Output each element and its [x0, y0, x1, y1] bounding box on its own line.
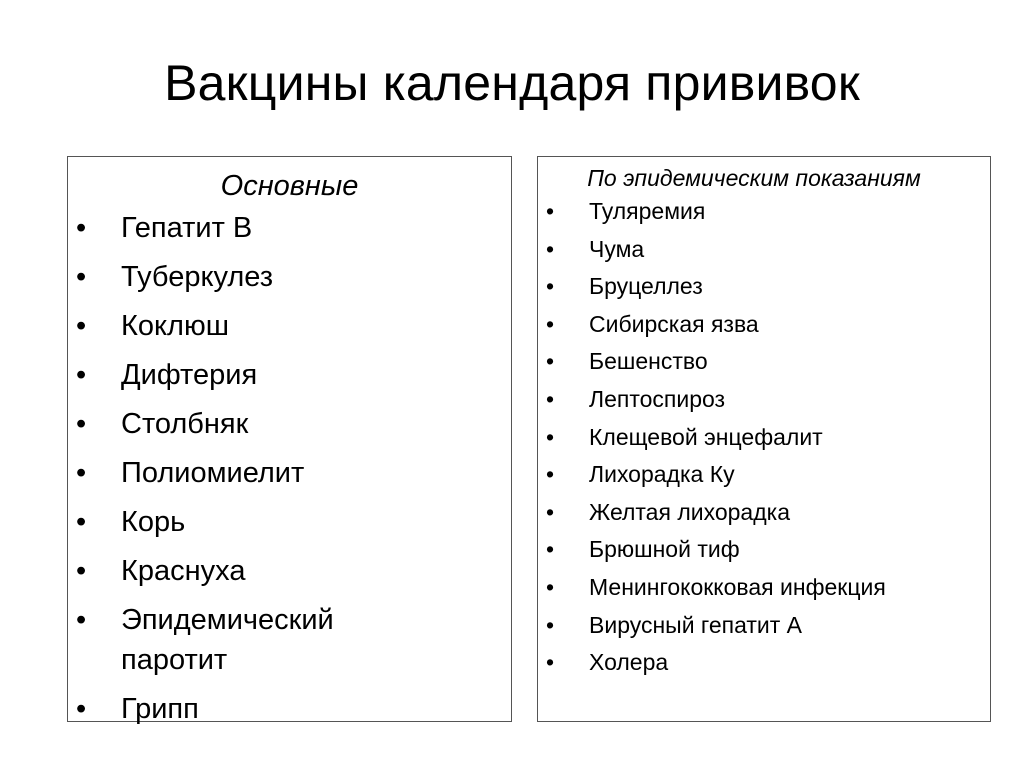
bullet-icon: •: [546, 461, 555, 488]
list-item: [538, 196, 990, 226]
list-item: [538, 234, 990, 264]
bullet-icon: •: [546, 198, 555, 224]
list-item: [68, 404, 511, 444]
bullet-icon: •: [76, 310, 87, 342]
list-item: [68, 257, 511, 297]
list-item-label: Коклюш: [121, 310, 229, 342]
list-item: [68, 453, 511, 493]
bullet-icon: •: [76, 408, 87, 440]
list-item: [68, 502, 511, 542]
list-item-label: Столбняк: [121, 408, 249, 440]
bullet-icon: •: [546, 385, 555, 412]
list-item-label: Дифтерия: [121, 359, 258, 391]
list-item-label: Гепатит В: [121, 212, 253, 244]
bullet-icon: •: [76, 555, 87, 587]
bullet-icon: •: [546, 310, 555, 337]
bullet-icon: •: [76, 359, 87, 391]
list-item: [68, 551, 511, 591]
bullet-icon: •: [546, 498, 555, 525]
bullet-icon: •: [76, 604, 87, 636]
list-item-label: Бруцеллез: [589, 273, 703, 300]
list-item-label: Желтая лихорадка: [589, 498, 790, 525]
list-item: [538, 384, 990, 414]
bullet-icon: •: [76, 693, 87, 725]
bullet-icon: •: [546, 423, 555, 450]
bullet-icon: •: [546, 273, 555, 300]
list-item-label: Туляремия: [589, 198, 706, 224]
bullet-icon: •: [76, 506, 87, 538]
list-item: [538, 647, 990, 677]
epidemic-vaccines-box: [537, 156, 991, 722]
list-item-label: Клещевой энцефалит: [589, 423, 823, 450]
main-vaccines-heading: Основные: [220, 170, 359, 202]
list-item: [538, 572, 990, 602]
list-item-label: Чума: [589, 235, 645, 262]
list-item: [68, 355, 511, 395]
list-item-label: Корь: [121, 506, 186, 538]
list-item: [68, 306, 511, 346]
list-item-label: Сибирская язва: [589, 310, 759, 337]
list-item: [538, 309, 990, 339]
bullet-icon: •: [546, 573, 555, 600]
list-item: [68, 689, 511, 729]
list-item-label: Полиомиелит: [121, 457, 305, 489]
list-item-label: Грипп: [121, 693, 199, 725]
bullet-icon: •: [546, 536, 555, 563]
bullet-icon: •: [546, 611, 555, 638]
list-item-label: Эпидемический паротит: [121, 604, 334, 676]
bullet-icon: •: [76, 457, 87, 489]
list-item-label: Краснуха: [121, 555, 246, 587]
epidemic-vaccines-list: [538, 196, 990, 677]
main-vaccines-box: [67, 156, 512, 725]
list-item-label: Лептоспироз: [589, 385, 726, 412]
list-item-label: Холера: [589, 649, 669, 676]
list-item-label: Бешенство: [589, 348, 708, 375]
list-item-label: Лихорадка Ку: [589, 461, 735, 488]
main-vaccines-list: [68, 208, 511, 729]
list-item: [538, 497, 990, 527]
list-item: [538, 534, 990, 564]
epidemic-vaccines-heading: По эпидемическим показаниям: [587, 165, 921, 191]
bullet-icon: •: [546, 235, 555, 262]
list-item: [538, 459, 990, 489]
slide-title: Вакцины календаря прививок: [164, 55, 860, 111]
list-item: [538, 346, 990, 376]
list-item-label: Туберкулез: [121, 261, 274, 293]
list-item-label: Менингококковая инфекция: [589, 573, 886, 600]
list-item-label: Брюшной тиф: [589, 536, 740, 563]
list-item: [68, 600, 511, 680]
list-item: [538, 271, 990, 301]
list-item: [68, 208, 511, 248]
bullet-icon: •: [76, 261, 87, 293]
list-item: [538, 610, 990, 640]
bullet-icon: •: [76, 212, 87, 244]
bullet-icon: •: [546, 649, 555, 676]
list-item-label: Вирусный гепатит А: [589, 611, 802, 638]
list-item: [538, 422, 990, 452]
bullet-icon: •: [546, 348, 555, 375]
